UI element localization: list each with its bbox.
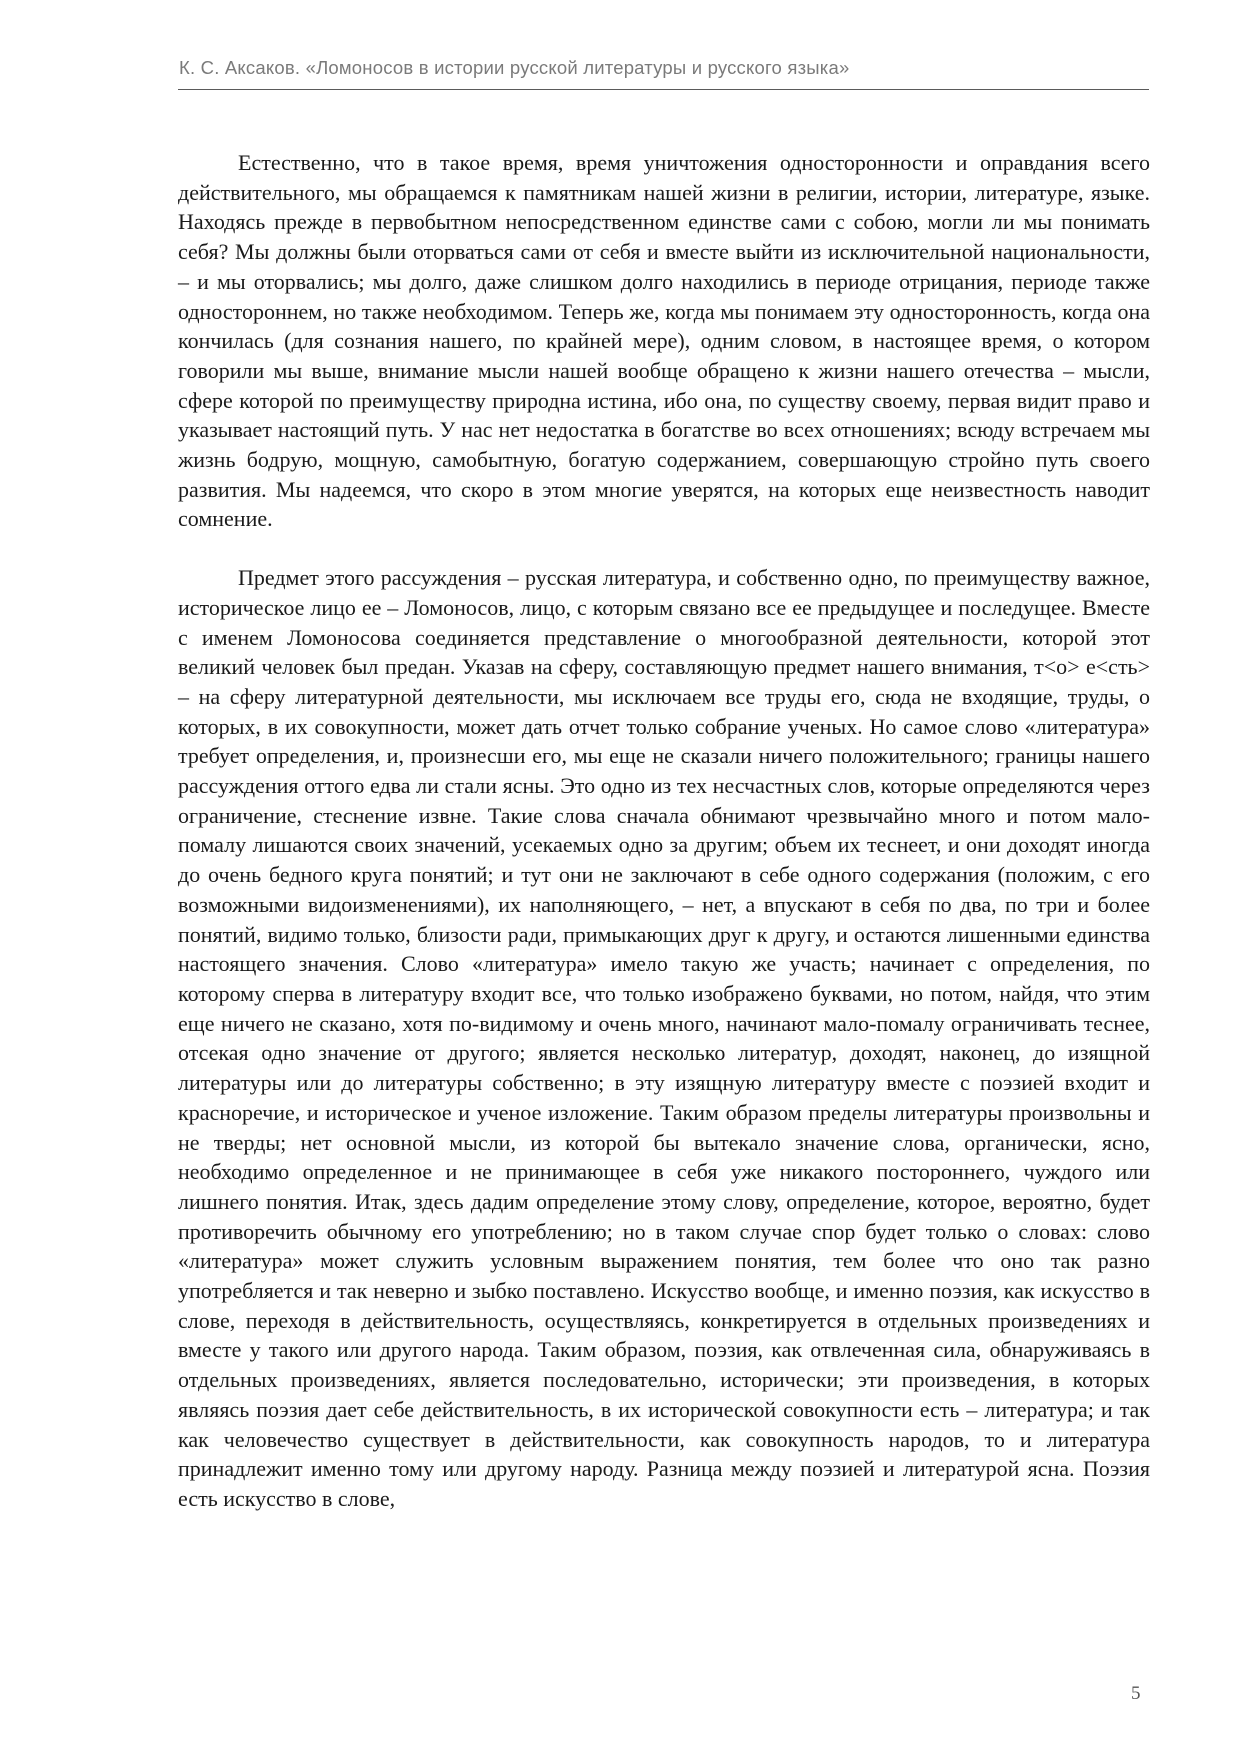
paragraph: Предмет этого рассуждения – русская литература, и собственно одно, по преимуществу важное, историческое лицо ее – Ломоносов, лицо, с которым связано все ее предыдущее и последущее. Вместе с именем Ломоносова соединяется представление о многообразной деятельности, которой этот великий человек был предан. Указав на сферу, составляющую предмет нашего внимания, т<о> е<сть> – на сферу литературной деятельности, мы исключаем все труды его, сюда не входящие, труды, о которых, в их совокупности, может дать отчет только собрание ученых. Но самое слово «литература» требует определения, и, произнесши его, мы еще не сказали ничего положительного; границы нашего рассуждения оттого едва ли стали ясны. Это одно из тех несчастных слов, которые определяются через ограничение, стеснение извне. Такие слова сначала обнимают чрезвычайно много и потом мало-помалу лишаются своих значений, усекаемых одно за другим; объем их теснеет, и они доходят иногда до очень бедного круга понятий; и тут они не заключают в себе одного содержания (положим, с его возможными видоизменениями), их наполняющего, – нет, а впускают в себя по два, по три и более понятий, видимо только, близости ради, примыкающих друг к другу, и остаются лишенными единства настоящего значения. Слово «литература» имело такую же участь; начинает с определения, по которому сперва в литературу входит все, что только изображено буквами, но потом, найдя, что этим еще ничего не сказано, хотя по-видимому и очень много, начинают мало-помалу ограничивать теснее, отсекая одно значение от другого; является несколько литератур, доходят, наконец, до изящной литературы или до литературы собственно; в эту изящную литературу вместе с поэзией входит и красноречие, и историческое и ученое изложение. Таким образом пределы литературы произвольны и не тверды; нет основной мысли, из которой бы вытекало значение слова, органически, ясно, необходимо определенное и не принимающее в себя уже никакого постороннего, чуждого или лишнего понятия. Итак, здесь дадим определение этому слову, определение, которое, вероятно, будет противоречить обычному его употреблению; но в таком случае спор будет только о словах: слово «литература» может служить условным выражением понятия, тем более что оно так разно употребляется и так неверно и зыбко поставлено. Искусство вообще, и именно поэзия, как искусство в слове, переходя в действительность, осуществляясь, конкретируется в отдельных произведениях и вместе у такого или другого народа. Таким образом, поэзия, как отвлеченная сила, обнаруживаясь в отдельных произведениях, является последовательно, исторически; эти произведения, в которых являясь поэзия дает себе действительность, в их исторической совокупности есть – литература; и так как человечество существует в действительности, как совокупность народов, то и литература принадлежит именно тому или другому народу. Разница между поэзией и литературой ясна. Поэзия есть искусство в слове, [178,565,1150,1511]
paragraph: Естественно, что в такое время, время уничтожения односторонности и оправдания всего действительного, мы обращаемся к памятникам нашей жизни в религии, истории, литературе, языке. Находясь прежде в первобытном непосредственном единстве сами с собою, могли ли мы понимать себя? Мы должны были оторваться сами от себя и вместе выйти из исключительной национальности, – и мы оторвались; мы долго, даже слишком долго находились в периоде отрицания, периоде также одностороннем, но также необходимом. Теперь же, когда мы понимаем эту односторонность, когда она кончилась (для сознания нашего, по крайней мере), одним словом, в настоящее время, о котором говорили мы выше, внимание мысли нашей вообще обращено к жизни нашего отечества – мысли, сфере которой по преимуществу природна истина, ибо она, по существу своему, первая видит право и указывает настоящий путь. У нас нет недостатка в богатстве во всех отношениях; всюду встречаем мы жизнь бодрую, мощную, самобытную, богатую содержанием, совершающую стройно путь своего развития. Мы надеемся, что скоро в этом многие уверятся, на которых еще неизвестность наводит сомнение. [178,150,1150,532]
header-rule [178,89,1149,90]
body-text [178,148,1150,1514]
running-header: К. С. Аксаков. «Ломоносов в истории русской литературы и русского языка» [179,57,850,78]
page-number: 5 [1131,1683,1141,1704]
